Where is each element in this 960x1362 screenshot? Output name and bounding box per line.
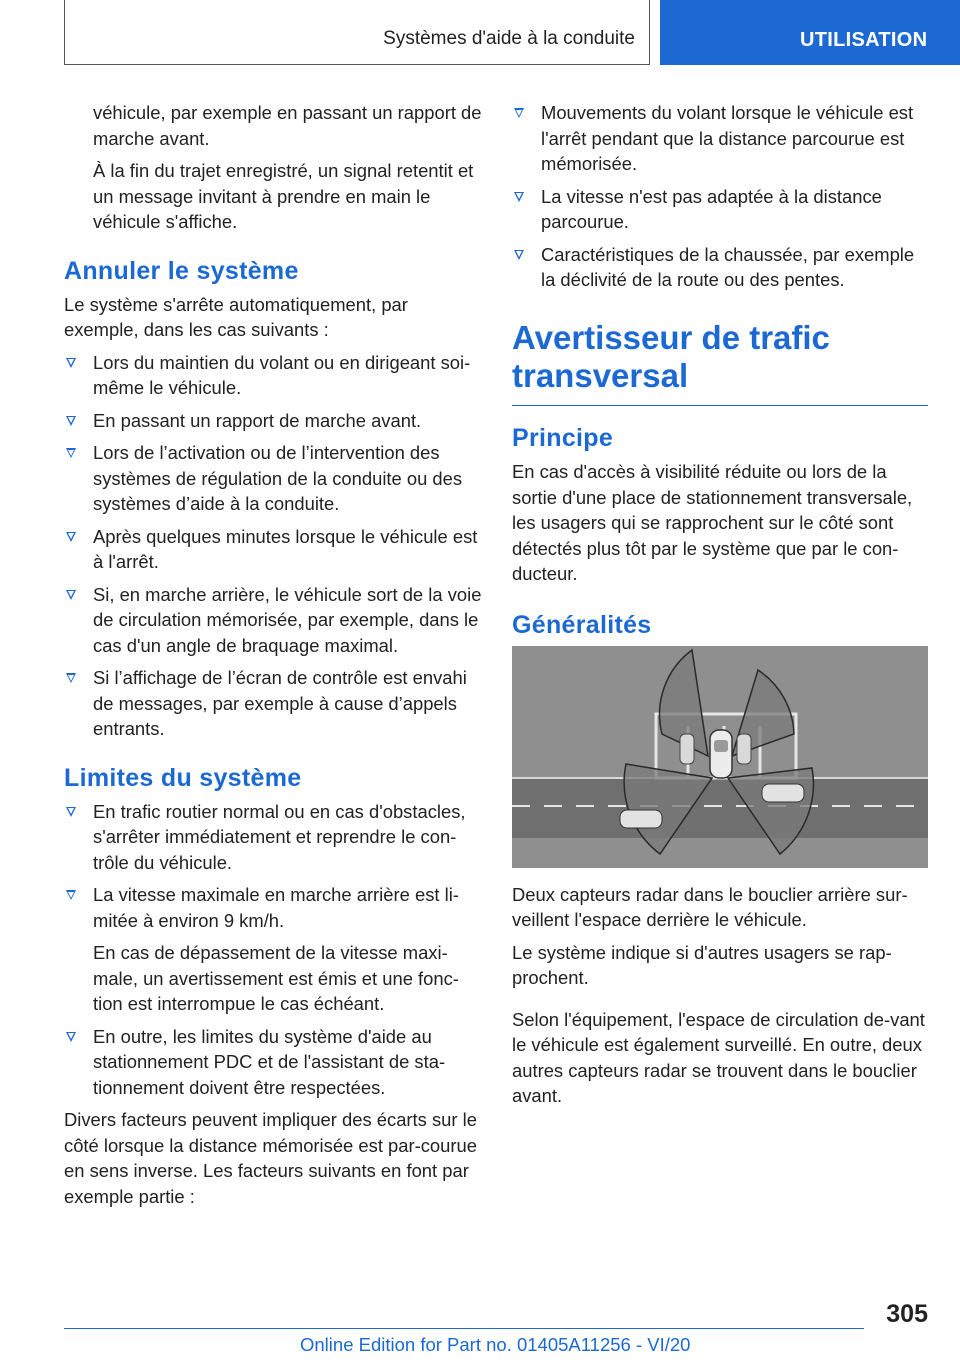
section-divider [512, 405, 928, 407]
edition-text: Online Edition for Part no. 01405A11256 - VI/20 [300, 1334, 691, 1355]
list-item: Si l’affichage de l’écran de contrôle est envahi de messages, par exemple à cause d’appels entrants. [64, 665, 482, 742]
principe-heading: Principe [512, 424, 614, 452]
list-item-extra: En cas de dépassement de la vitesse maxi-male, un avertissement est émis et une fonc-tion est interrompue le cas échéant. [93, 942, 459, 1014]
bullet-triangle-icon [66, 358, 76, 368]
list-item: En trafic routier normal ou en cas d'obstacles, s'arrêter immédiatement et reprendre le con-trôle du véhicule. [64, 799, 482, 876]
bullet-triangle-icon [66, 416, 76, 426]
list-item: Mouvements du volant lorsque le véhicule est l'arrêt pendant que la distance parcourue est mémorisée. [512, 100, 928, 177]
footer-divider [64, 1328, 864, 1329]
annuler-heading: Annuler le système [64, 256, 299, 285]
list-item: Lors du maintien du volant ou en dirigeant soi-même le véhicule. [64, 350, 482, 401]
list-item: En passant un rapport de marche avant. [64, 408, 482, 434]
right-column [512, 100, 928, 1109]
list-item: Caractéristiques de la chaussée, par exemple la déclivité de la route ou des pentes. [512, 242, 928, 293]
list-item: Si, en marche arrière, le véhicule sort de la voie de circulation mémorisée, par exemple, dans le cas d'un angle de braquage maximal. [64, 582, 482, 659]
list-item: Lors de l’activation ou de l’intervention des systèmes de régulation de la conduite ou des systèmes d’aide à la conduite. [64, 440, 482, 517]
cross-traffic-illustration [512, 646, 928, 868]
chapter-tab[interactable] [660, 0, 960, 65]
page-number: 305 [886, 1300, 928, 1328]
section-heading: Avertisseur de trafic transversal [512, 318, 830, 394]
generalites-paragraph: Selon l'équipement, l'espace de circulation de-vant le véhicule est également surveillé. En outre, deux autres capteurs radar se trouvent dans le bouclier avant. [512, 1008, 925, 1106]
bullet-triangle-icon [514, 250, 524, 260]
intro-paragraph: À la fin du trajet enregistré, un signal retentit et un message invitant à prendre en main le véhicule s'affiche. [93, 160, 474, 232]
generalites-paragraph: Deux capteurs radar dans le bouclier arrière sur-veillent l'espace derrière le véhicule. [512, 883, 908, 930]
bullet-triangle-icon [66, 590, 76, 600]
bullet-triangle-icon [514, 192, 524, 202]
list-item: La vitesse maximale en marche arrière est li-mitée à environ 9 km/h. En cas de dépassement de la vitesse maxi-male, un avertissement est émis et une fonc-tion est interrompue le cas échéant. [64, 882, 482, 1017]
list-item: Après quelques minutes lorsque le véhicule est à l'arrêt. [64, 524, 482, 575]
bullet-triangle-icon [66, 532, 76, 542]
limites-closing: Divers facteurs peuvent impliquer des écarts sur le côté lorsque la distance mémorisée est par-courue en sens inverse. Les facteurs suivants en font par exemple partie : [64, 1109, 477, 1207]
list-item: En outre, les limites du système d'aide au stationnement PDC et de l'assistant de sta-tionnement doivent être respectées. [64, 1024, 482, 1101]
limites-heading: Limites du système [64, 763, 302, 792]
bullet-triangle-icon [66, 807, 76, 817]
bullet-triangle-icon [66, 673, 76, 683]
bullet-triangle-icon [66, 890, 76, 900]
principe-text: En cas d'accès à visibilité réduite ou lors de la sortie d'une place de stationnement transversale, les usagers qui se rapprochent sur le côté sont détectés plus tôt par le système que par le con-ducteur. [512, 461, 913, 584]
annuler-text: Le système s'arrête automatiquement, par exemple, dans les cas suivants : [64, 293, 408, 340]
chapter-tab-label: UTILISATION [800, 29, 928, 51]
section-title: Systèmes d'aide à la conduite [383, 28, 635, 49]
intro-paragraph: véhicule, par exemple en passant un rapport de marche avant. [93, 102, 482, 149]
annuler-list [64, 350, 482, 742]
header-section-box [64, 0, 650, 65]
bullet-triangle-icon [66, 448, 76, 458]
bullet-triangle-icon [514, 108, 524, 118]
generalites-heading: Généralités [512, 610, 652, 639]
limites-list [64, 799, 482, 1101]
generalites-paragraph: Le système indique si d'autres usagers se rap-prochent. [512, 941, 892, 988]
bullet-triangle-icon [66, 1032, 76, 1042]
left-column [64, 100, 482, 1209]
factors-list [512, 100, 928, 293]
list-item: La vitesse n'est pas adaptée à la distance parcourue. [512, 184, 928, 235]
